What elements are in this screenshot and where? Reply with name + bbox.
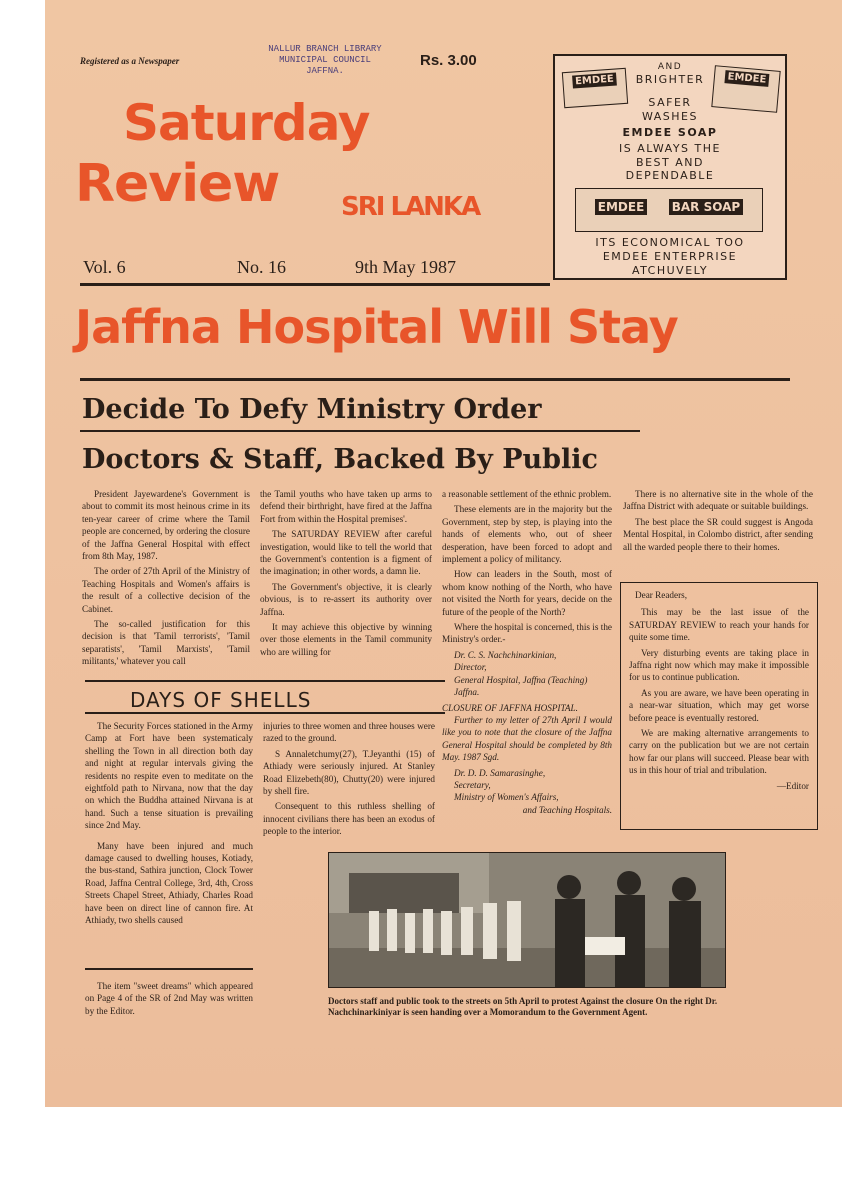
sweet-dreams-note (85, 980, 253, 1020)
sig-line: General Hospital, Jaffna (Teaching) (454, 674, 588, 685)
editor-note-box (620, 582, 818, 830)
paragraph: Very disturbing events are taking place in Jaffna right now which may make it impossible for us to continue publication. (629, 647, 809, 683)
subheadline-2: Doctors & Staff, Backed By Public (82, 444, 598, 475)
sig-line: and Teaching Hospitals. (522, 804, 612, 815)
paragraph: There is no alternative site in the whole of the Jaffna District with adequate or suitable buildings. (623, 489, 813, 512)
signature-director (454, 649, 612, 699)
paragraph: The order of 27th April of the Ministry of Teaching Hospitals and Women's affairs is the result of a collective decision of the Cabinet. (82, 566, 250, 614)
ad-footer: ITS ECONOMICAL TOO (595, 236, 745, 249)
salutation: Dear Readers, (635, 590, 688, 600)
article-column-3 (442, 488, 612, 816)
protest-photo (328, 852, 726, 988)
price: Rs. 3.00 (420, 52, 477, 69)
newspaper-page (45, 0, 842, 1107)
stamp-line: JAFFNA. (306, 66, 344, 76)
divider (85, 968, 253, 970)
registered-note: Registered as a Newspaper (80, 56, 180, 66)
masthead-saturday: Saturday (123, 94, 370, 152)
soap-label: EMDEE (595, 199, 648, 215)
soap-label: EMDEE (724, 70, 770, 87)
soap-label: BAR SOAP (669, 199, 743, 215)
editor-sign: —Editor (776, 780, 809, 791)
article-column-1 (82, 488, 250, 671)
ad-line: AND (657, 62, 683, 72)
masthead-country: SRI LANKA (341, 192, 480, 222)
divider (85, 712, 445, 714)
paragraph: President Jayewardene's Government is about to commit its most heinous crime in its ten-year career of crime where the Tamil people are concerned, by ordering the closure of the Jaffna General Hospital with effect from 8th May, 1987. (82, 489, 250, 562)
paragraph: As you are aware, we have been operating in a near-war situation, which may get worse before peace is eventually restored. (629, 687, 809, 723)
sig-line: Dr. D. D. Samarasinghe, (454, 767, 546, 778)
shells-column-2 (263, 720, 435, 841)
paragraph: The SATURDAY REVIEW after careful investigation, would like to tell the world that the Government's contention is a figment of the imagination; in other words, a damn lie. (260, 529, 432, 577)
ad-line: BRIGHTER (635, 73, 705, 86)
ad-footer: ATCHUVELY (631, 264, 709, 277)
paragraph: S Annaletchumy(27), T.Jeyanthi (15) of Athiady were seriously injured. At Stanley Road Elizebeth(80), Chutty(20) were injured by shell fire. (263, 748, 435, 797)
closure-heading: CLOSURE OF JAFFNA HOSPITAL. (442, 702, 578, 713)
article-column-2 (260, 488, 432, 661)
stamp-line: NALLUR BRANCH LIBRARY (268, 44, 382, 54)
paragraph: The item "sweet dreams" which appeared on Page 4 of the SR of 2nd May was written by the Editor. (85, 981, 253, 1016)
divider (85, 680, 445, 682)
paragraph: injuries to three women and three houses were razed to the ground. (263, 721, 435, 744)
photo-caption: Doctors staff and public took to the streets on 5th April to protest Against the closure On the right Dr. Nachchinarkiniyar is seen handing over a Momorandum to the Government Agent. (328, 996, 718, 1017)
paragraph: a reasonable settlement of the ethnic problem. (442, 489, 612, 499)
closure-text: Further to my letter of 27th April I would like you to note that the closure of the Jaffna General Hospital should be completed by 8th May. 1987 Sgd. (442, 714, 612, 763)
issue-number: No. 16 (237, 257, 286, 277)
paragraph: We are making alternative arrangements to carry on the publication but we are not certain how far our plans will succeed. Please bear with us in this hour of trial and tribulation. (629, 728, 809, 776)
paragraph: Where the hospital is concerned, this is the Ministry's order.- (442, 622, 612, 645)
sig-line: Director, (454, 662, 487, 673)
ad-line: EMDEE SOAP (622, 126, 718, 139)
sig-line: Secretary, (454, 779, 491, 790)
paragraph: How can leaders in the South, most of whom know nothing of the North, who have not visited the North for years, decide on the future of the people of the North? (442, 569, 612, 617)
ad-line: SAFER (648, 96, 692, 109)
sig-line: Jaffna. (454, 687, 480, 698)
photo-image (329, 853, 725, 987)
sig-line: Ministry of Women's Affairs, (454, 792, 559, 803)
paragraph: This may be the last issue of the SATURDAY REVIEW to reach your hands for quite some time. (629, 607, 809, 643)
divider (80, 378, 790, 381)
paragraph: It may achieve this objective by winning over those elements in the Tamil community who are willing for (260, 622, 432, 657)
paragraph: Consequent to this ruthless shelling of innocent civilians there has been an exodus of people to the interior. (263, 801, 435, 837)
ad-line: BEST AND (636, 156, 704, 169)
ad-line: WASHES (642, 110, 698, 123)
issue-volume: Vol. 6 (83, 257, 126, 277)
library-stamp (245, 44, 405, 77)
subheadline-1: Decide To Defy Ministry Order (82, 394, 542, 425)
paragraph: These elements are in the majority but the Government, step by step, is playing into the hands of elements who, out of sheer desperation, have been forced to adopt and implement a policy of militancy. (442, 504, 612, 565)
paragraph: The so-called justification for this decision is that 'Tamil terrorists', 'Tamil separatists', 'Tamil Marxists', 'Tamil militants,' whatever you call (82, 619, 250, 667)
issue-date: 9th May 1987 (355, 257, 456, 277)
masthead-review: Review (75, 154, 280, 214)
paragraph: The Security Forces stationed in the Army Camp at Fort have been systematicaly shelling the Town in all direction both day and night at regular intervals giving the residents no respite even to meditate on the eightfold path to Nirvana, now that the day on which the Buddha attained Nirvana is at hand. Such a tense situation is prevailing since 2nd May. (85, 721, 253, 831)
paragraph: the Tamil youths who have taken up arms to defend their birthright, have fired at the Jaffna Fort from within the Hospital premises'. (260, 489, 432, 524)
shells-column-1 (85, 720, 253, 930)
shells-title: DAYS OF SHELLS (130, 688, 312, 712)
article-column-4 (623, 488, 813, 556)
paragraph: Many have been injured and much damage caused to dwelling houses, Kotiady, the bus-stand, Sathira junction, Clock Tower Road, Jaffna Central College, 3rd, 4th, Cross Streets Chapel Street, Athiady, Charles Road have been on direct line of cannon fire. At Athiady, two shells caused (85, 840, 253, 926)
signature-secretary (454, 767, 612, 817)
soap-label: EMDEE (572, 72, 618, 88)
paragraph: The best place the SR could suggest is Angoda Mental Hospital, in Colombo district, after sending all the warded people there to their homes. (623, 516, 813, 552)
divider (80, 283, 550, 286)
sig-line: Dr. C. S. Nachchinarkinian, (454, 649, 557, 660)
ad-line: IS ALWAYS THE (619, 142, 721, 155)
soap-box-icon (575, 188, 763, 232)
paragraph: The Government's objective, it is clearly obvious, is to re-assert its authority over Jaffna. (260, 581, 432, 617)
main-headline: Jaffna Hospital Will Stay (75, 300, 678, 354)
ad-line: DEPENDABLE (625, 169, 715, 182)
editor-note (629, 589, 809, 792)
ad-footer: EMDEE ENTERPRISE (602, 250, 738, 263)
stamp-line: MUNICIPAL COUNCIL (279, 55, 371, 65)
divider (80, 430, 640, 432)
emdee-soap-ad (553, 54, 787, 280)
